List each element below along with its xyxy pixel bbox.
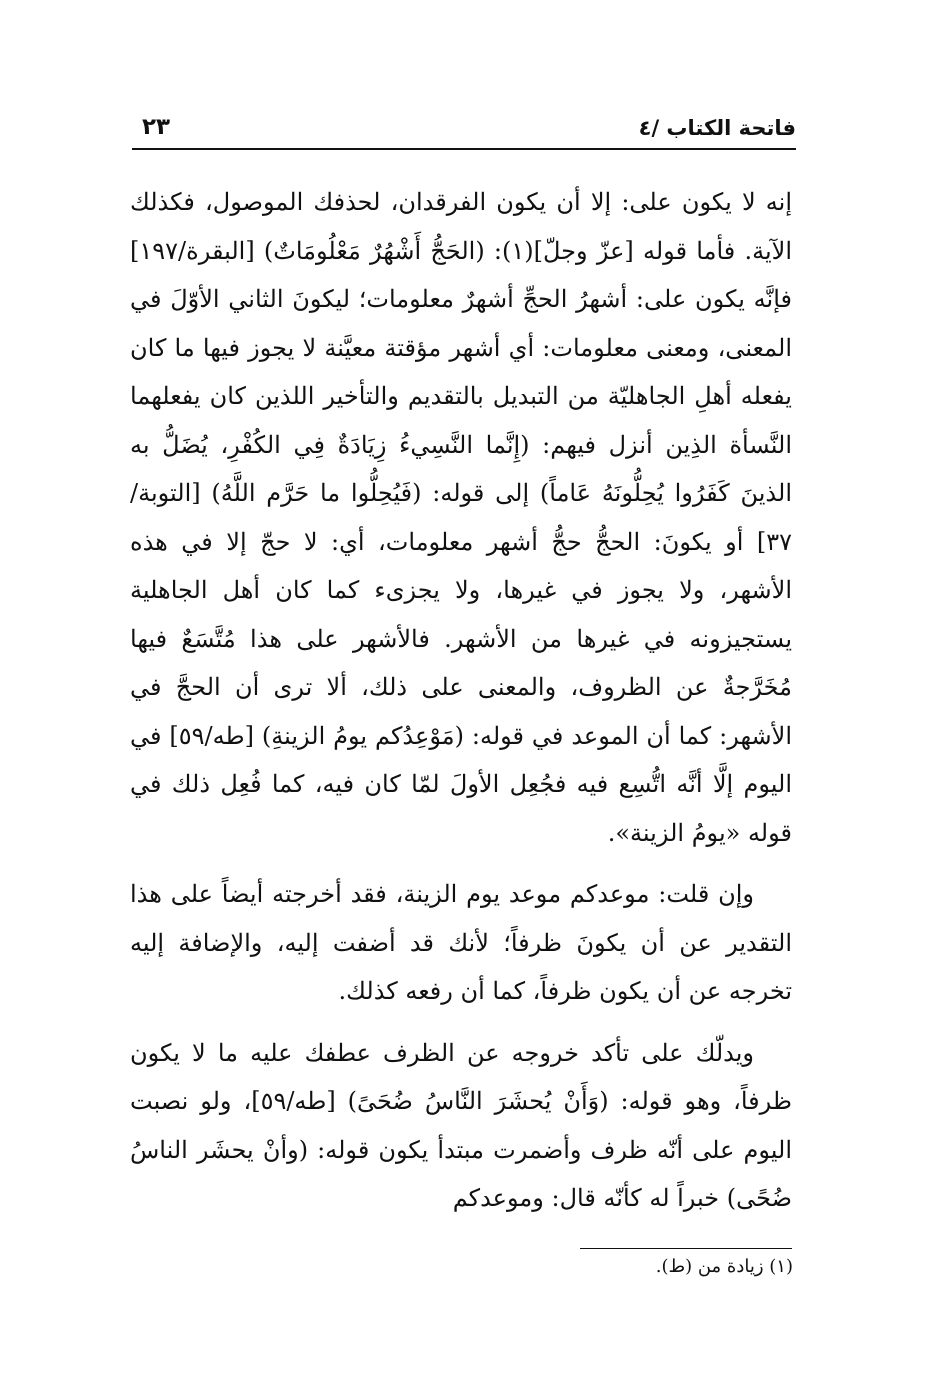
paragraph: وإن قلت: موعدكم موعد يوم الزينة، فقد أخرجته أيضاً على هذا التقدير عن أن يكونَ ظرفاً؛ لأنك قد أضفت إليه، والإضافة إليه تخرجه عن أن يكون ظرفاً، كما أن رفعه كذلك. [130,880,792,1005]
page-number: ٢٣ [142,114,171,140]
header-title: فاتحة الكتاب /٤ [638,116,796,140]
header-divider [132,148,796,150]
running-header [132,108,796,148]
paragraph: إنه لا يكون على: إلا أن يكون الفرقدان، لحذفك الموصول، فكذلك الآية. فأما قوله [عزّ وجلّ](١): (الحَجُّ أَشْهُرٌ مَعْلُومَاتٌ) [البقرة/١٩٧] فإنَّه يكون على: أشهرُ الحجِّ أشهرٌ معلومات؛ ليكونَ الثاني الأوّلَ في المعنى، ومعنى معلومات: أي أشهر مؤقتة معيَّنة لا يجوز فيها ما كان يفعله أهلِ الجاهليّة من التبديل بالتقديم والتأخير اللذين كان يفعلهما النَّسأة الذِين أنزل فيهم: (إِنَّما النَّسِيءُ زِيَادَةٌ فِي الكُفْرِ، يُضَلُّ به الذينَ كَفَرُوا يُحِلُّونَهُ عَاماً) إلى قوله: (فَيُحِلُّوا ما حَرَّم اللَّهُ) [التوبة/٣٧] أو يكونَ: الحجُّ حجُّ أشهر معلومات، أي: لا حجّ إلا في هذه الأشهر، ولا يجوز في غيرها، ولا يجزىء كما كان أهل الجاهلية يستجيزونه في غيرها من الأشهر. فالأشهر على هذا مُتَّسَعٌ فيها مُخَرَّجةٌ عن الظروف، والمعنى على ذلك، ألا ترى أن الحجَّ في الأشهر: كما أن الموعد في قوله: (مَوْعِدُكم يومُ الزينةِ) [طه/٥٩] في اليوم إلَّا أنَّه اتُّسِع فيه فجُعِل الأولَ لمّا كان فيه، كما فُعِل ذلك في قوله «يومُ الزينة». [130,188,793,847]
footnote-divider [580,1248,792,1249]
paragraph: ويدلّك على تأكد خروجه عن الظرف عطفك عليه ما لا يكون ظرفاً، وهو قوله: (وَأَنْ يُحشَرَ النَّاسُ ضُحَىً) [طه/٥٩]، ولو نصبت اليوم على أنّه ظرف وأضمرت مبتدأ يكون قوله: (وأنْ يحشَر الناسُ ضُحًى) خبراً له كأنّه قال: وموعدكم [130,1038,793,1212]
footnote: (١) زيادة من (ط). [655,1256,793,1277]
main-text [130,178,792,1223]
